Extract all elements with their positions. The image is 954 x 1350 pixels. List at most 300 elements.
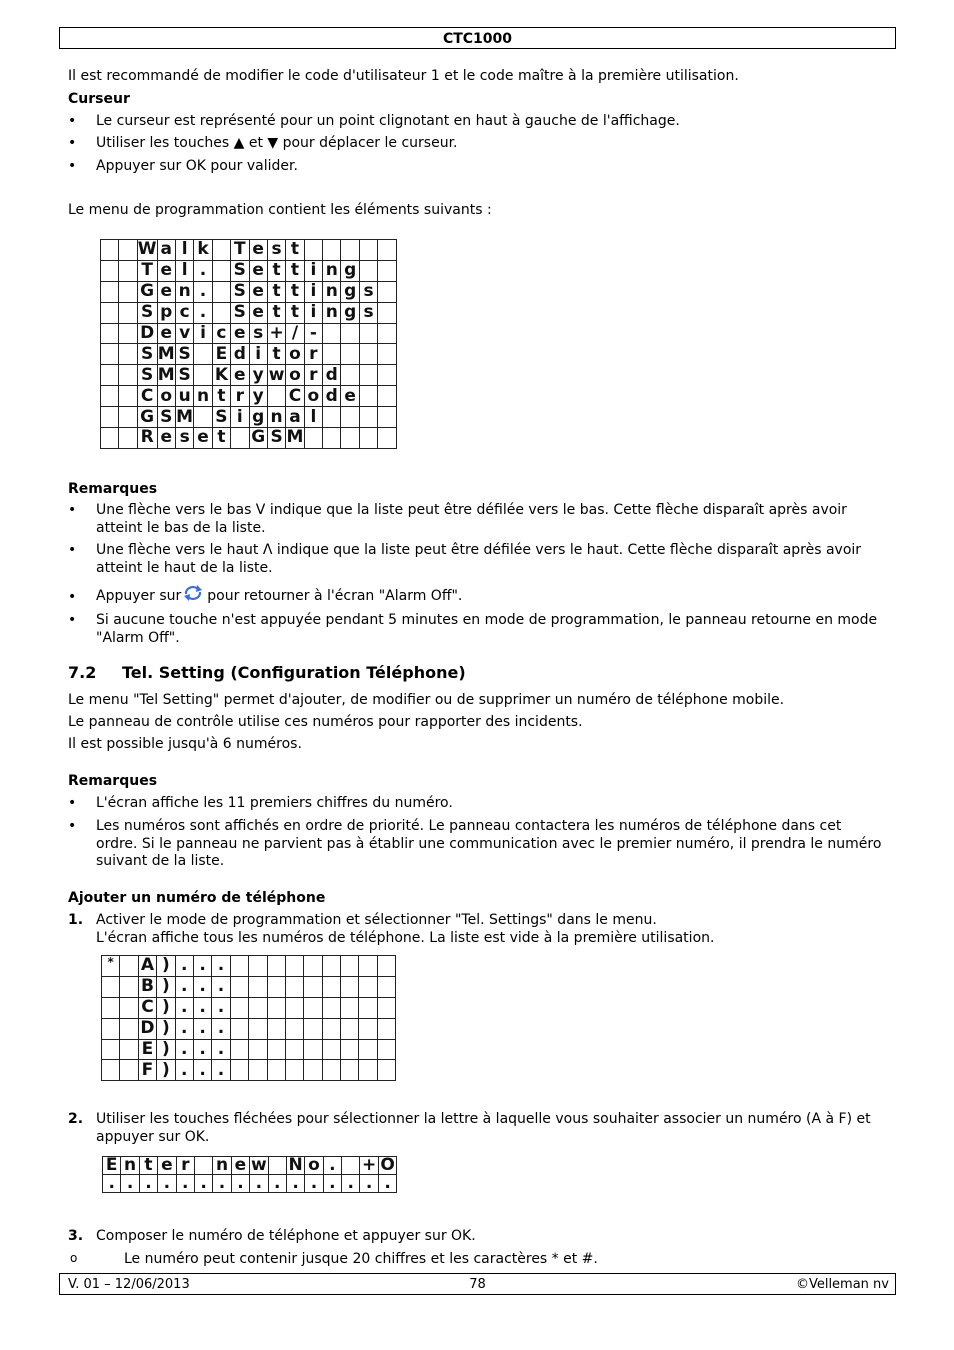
- lcd-cell: l: [304, 407, 322, 428]
- lcd-cell: +: [267, 323, 285, 344]
- lcd-cell: [341, 997, 359, 1018]
- menu-row: [101, 428, 397, 449]
- lcd-cell: [120, 1018, 138, 1039]
- lcd-cell: [267, 956, 285, 977]
- lcd-cell: [101, 407, 119, 428]
- lcd-cell: t: [267, 344, 285, 365]
- step-text: Utiliser les touches fléchées pour sélectionner la lettre à laquelle vous souhaiter associer un numéro (A à F) et appuyer sur OK.: [96, 1111, 871, 1145]
- lcd-cell: [322, 997, 340, 1018]
- lcd-cell: ): [157, 956, 175, 977]
- lcd-cell: t: [212, 386, 230, 407]
- lcd-cell: e: [231, 323, 249, 344]
- lcd-cell: S: [231, 260, 249, 281]
- cursor-item: Le curseur est représenté pour un point clignotant en haut à gauche de l'affichage.: [96, 113, 680, 129]
- lcd-cell: [230, 956, 248, 977]
- lcd-cell: n: [175, 281, 193, 302]
- cursor-item: Appuyer sur OK pour valider.: [96, 158, 298, 174]
- lcd-cell: .: [193, 976, 211, 997]
- lcd-cell: .: [250, 1175, 268, 1193]
- lcd-cell: [101, 240, 119, 261]
- lcd-cell: [102, 976, 120, 997]
- lcd-cell: [359, 428, 377, 449]
- lcd-cell: .: [194, 260, 212, 281]
- menu-row: [101, 323, 397, 344]
- lcd-cell: n: [323, 260, 341, 281]
- lcd-cell: .: [175, 956, 193, 977]
- lcd-cell: [322, 1039, 340, 1060]
- lcd-cell: [304, 240, 322, 261]
- lcd-cell: [212, 240, 230, 261]
- doc-title: CTC1000: [442, 31, 513, 47]
- lcd-cell: S: [157, 407, 175, 428]
- lcd-cell: [378, 386, 396, 407]
- lcd-cell: [359, 1039, 377, 1060]
- lcd-cell: r: [304, 365, 322, 386]
- lcd-cell: [341, 344, 359, 365]
- lcd-cell: [322, 956, 340, 977]
- remark-text: Appuyer sur: [96, 588, 182, 604]
- lcd-cell: .: [323, 1175, 341, 1193]
- lcd-cell: s: [175, 428, 193, 449]
- step-text: [96, 912, 886, 947]
- lcd-cell: G: [249, 428, 267, 449]
- lcd-cell: .: [121, 1175, 139, 1193]
- lcd-cell: C: [137, 386, 157, 407]
- lcd-cell: [101, 281, 119, 302]
- lcd-cell: n: [194, 386, 212, 407]
- lcd-cell: ): [157, 1018, 175, 1039]
- lcd-cell: t: [286, 260, 304, 281]
- lcd-cell: [304, 428, 322, 449]
- bullet: •: [68, 818, 77, 834]
- lcd-cell: [285, 1060, 303, 1081]
- lcd-cell: [119, 386, 137, 407]
- lcd-cell: ): [157, 1060, 175, 1081]
- lcd-cell: E: [138, 1039, 156, 1060]
- lcd-cell: a: [286, 407, 304, 428]
- lcd-cell: .: [360, 1175, 378, 1193]
- lcd-cell: r: [231, 386, 249, 407]
- cursor-item: Utiliser les touches ▲ et ▼ pour déplacer le curseur.: [96, 135, 458, 151]
- lcd-cell: A: [138, 956, 156, 977]
- lcd-cell: g: [341, 260, 359, 281]
- tel-list-row: [102, 1039, 396, 1060]
- lcd-cell: N: [286, 1157, 304, 1175]
- lcd-cell: t: [286, 302, 304, 323]
- lcd-cell: [119, 407, 137, 428]
- enter-number-lcd-grid: [102, 1156, 397, 1193]
- menu-row: [101, 302, 397, 323]
- tel-list-row: [102, 997, 396, 1018]
- lcd-cell: M: [157, 343, 175, 364]
- lcd-cell: [359, 1018, 377, 1039]
- remark-text: pour retourner à l'écran "Alarm Off".: [207, 588, 463, 604]
- lcd-cell: [378, 344, 396, 365]
- bullet: •: [68, 502, 77, 518]
- lcd-cell: .: [268, 1175, 286, 1193]
- page-footer: [59, 1273, 896, 1295]
- lcd-cell: .: [342, 1175, 360, 1193]
- lcd-cell: [119, 365, 137, 386]
- lcd-cell: +: [360, 1157, 378, 1175]
- lcd-cell: [304, 976, 322, 997]
- bullet: •: [68, 795, 77, 811]
- lcd-cell: [359, 365, 377, 386]
- lcd-cell: [285, 1039, 303, 1060]
- lcd-cell: .: [212, 997, 230, 1018]
- remark-item: Une flèche vers le haut Λ indique que la liste peut être défilée vers le haut. Cette flèche disparaît après avoir atteint le haut de la liste.: [96, 542, 862, 576]
- lcd-cell: e: [249, 240, 267, 261]
- lcd-cell: i: [194, 323, 212, 344]
- lcd-cell: e: [194, 428, 212, 449]
- lcd-cell: e: [158, 1157, 176, 1175]
- lcd-cell: [341, 323, 359, 344]
- lcd-cell: .: [194, 302, 212, 323]
- remark-item: L'écran affiche les 11 premiers chiffres du numéro.: [96, 795, 453, 811]
- lcd-cell: [342, 1157, 360, 1175]
- lcd-cell: .: [193, 1060, 211, 1081]
- lcd-cell: [341, 956, 359, 977]
- lcd-cell: [359, 997, 377, 1018]
- lcd-cell: [212, 281, 230, 302]
- step-text: Composer le numéro de téléphone et appuyer sur OK.: [96, 1228, 476, 1244]
- lcd-cell: W: [137, 239, 157, 260]
- lcd-cell: R: [137, 428, 157, 449]
- lcd-cell: .: [175, 976, 193, 997]
- intro-text: Il est recommandé de modifier le code d'utilisateur 1 et le code maître à la première utilisation.: [68, 68, 739, 84]
- lcd-cell: g: [341, 281, 359, 302]
- sub-item: Le numéro peut contenir jusque 20 chiffres et les caractères * et #.: [124, 1251, 598, 1267]
- lcd-cell: [101, 428, 119, 449]
- lcd-cell: F: [138, 1060, 156, 1081]
- remark-item: Les numéros sont affichés en ordre de priorité. Le panneau contactera les numéros de téléphone dans cet ordre. Si le panneau ne parvient pas à établir une communication avec le premier numéro, il prendra le numéro suivant de la liste.: [96, 818, 882, 869]
- remark-item: Une flèche vers le bas V indique que la liste peut être défilée vers le bas. Cette flèche disparaît après avoir atteint le bas de la liste.: [96, 502, 847, 536]
- lcd-cell: [341, 240, 359, 261]
- footer-page-number: 78: [469, 1277, 486, 1292]
- lcd-cell: [359, 956, 377, 977]
- lcd-cell: [304, 1039, 322, 1060]
- lcd-cell: [194, 365, 212, 386]
- lcd-cell: g: [249, 407, 267, 428]
- lcd-cell: y: [249, 386, 267, 407]
- lcd-cell: [230, 1018, 248, 1039]
- lcd-cell: s: [359, 281, 377, 302]
- lcd-cell: [267, 1039, 285, 1060]
- lcd-cell: [377, 1060, 395, 1081]
- lcd-cell: O: [380, 1155, 395, 1175]
- lcd-cell: .: [158, 1175, 176, 1193]
- lcd-cell: [341, 1039, 359, 1060]
- lcd-cell: [267, 1018, 285, 1039]
- lcd-cell: s: [249, 323, 267, 344]
- lcd-cell: -: [304, 323, 322, 344]
- lcd-cell: [285, 997, 303, 1018]
- lcd-cell: s: [267, 240, 285, 261]
- lcd-cell: g: [341, 302, 359, 323]
- lcd-cell: [249, 956, 267, 977]
- lcd-cell: o: [304, 386, 322, 407]
- menu-intro: Le menu de programmation contient les éléments suivants :: [68, 202, 492, 218]
- lcd-cell: [101, 365, 119, 386]
- lcd-cell: [120, 1039, 138, 1060]
- bullet: •: [68, 158, 77, 174]
- lcd-cell: S: [137, 344, 157, 365]
- lcd-cell: .: [305, 1175, 323, 1193]
- lcd-cell: [119, 260, 137, 281]
- lcd-cell: [194, 407, 212, 428]
- remarks-heading: Remarques: [68, 773, 158, 789]
- lcd-cell: [249, 1039, 267, 1060]
- lcd-cell: e: [249, 302, 267, 323]
- lcd-cell: e: [231, 1157, 249, 1175]
- lcd-cell: [101, 344, 119, 365]
- lcd-cell: [212, 302, 230, 323]
- lcd-cell: e: [231, 365, 249, 386]
- lcd-cell: [378, 260, 396, 281]
- lcd-cell: K: [212, 365, 230, 386]
- lcd-cell: e: [157, 281, 175, 302]
- section-paragraph: Le panneau de contrôle utilise ces numéros pour rapporter des incidents.: [68, 714, 583, 730]
- lcd-cell: [120, 976, 138, 997]
- lcd-cell: [341, 365, 359, 386]
- lcd-cell: [102, 1039, 120, 1060]
- lcd-cell: .: [194, 281, 212, 302]
- section-title: Tel. Setting (Configuration Téléphone): [122, 663, 466, 682]
- lcd-cell: [119, 302, 137, 323]
- lcd-cell: D: [138, 1018, 156, 1039]
- sub-bullet: o: [70, 1251, 78, 1265]
- lcd-cell: .: [213, 1175, 231, 1193]
- lcd-cell: [323, 323, 341, 344]
- lcd-cell: [378, 302, 396, 323]
- lcd-cell: [285, 976, 303, 997]
- lcd-cell: [230, 976, 248, 997]
- lcd-cell: [377, 1018, 395, 1039]
- lcd-cell: n: [121, 1157, 139, 1175]
- lcd-cell: .: [139, 1175, 157, 1193]
- lcd-cell: t: [286, 240, 304, 261]
- lcd-cell: /: [286, 323, 304, 344]
- lcd-cell: i: [231, 407, 249, 428]
- lcd-cell: e: [249, 281, 267, 302]
- lcd-cell: M: [176, 406, 194, 427]
- lcd-cell: [359, 976, 377, 997]
- lcd-cell: t: [139, 1157, 157, 1175]
- lcd-cell: .: [193, 1039, 211, 1060]
- lcd-cell: [341, 407, 359, 428]
- lcd-cell: [268, 1157, 286, 1175]
- lcd-cell: [378, 365, 396, 386]
- lcd-cell: [304, 1018, 322, 1039]
- step-line: Activer le mode de programmation et sélectionner "Tel. Settings" dans le menu.: [96, 912, 657, 928]
- lcd-cell: [322, 976, 340, 997]
- footer-copyright: ©Velleman nv: [795, 1277, 889, 1292]
- lcd-cell: .: [212, 956, 230, 977]
- lcd-cell: u: [175, 386, 193, 407]
- section-paragraph: Il est possible jusqu'à 6 numéros.: [68, 736, 302, 752]
- lcd-cell: w: [250, 1155, 267, 1175]
- lcd-cell: c: [175, 302, 193, 323]
- menu-row: [101, 344, 397, 365]
- lcd-cell: .: [175, 1039, 193, 1060]
- lcd-cell: o: [286, 365, 304, 386]
- lcd-cell: .: [193, 997, 211, 1018]
- lcd-cell: s: [359, 302, 377, 323]
- lcd-cell: [359, 344, 377, 365]
- lcd-cell: [120, 956, 138, 977]
- lcd-cell: G: [137, 407, 157, 428]
- lcd-cell: [249, 1060, 267, 1081]
- tel-list-row: [102, 956, 396, 977]
- lcd-cell: [304, 997, 322, 1018]
- lcd-cell: o: [286, 344, 304, 365]
- step-number: 2.: [68, 1111, 84, 1127]
- lcd-cell: .: [193, 1018, 211, 1039]
- lcd-cell: [322, 1018, 340, 1039]
- menu-row: [101, 281, 397, 302]
- lcd-cell: d: [231, 344, 249, 365]
- lcd-cell: [267, 1060, 285, 1081]
- lcd-cell: [341, 1060, 359, 1081]
- lcd-cell: c: [212, 323, 230, 344]
- lcd-cell: [231, 428, 249, 449]
- lcd-cell: v: [175, 323, 193, 344]
- tel-list-row: [102, 976, 396, 997]
- bullet: •: [68, 612, 77, 628]
- lcd-cell: a: [157, 240, 175, 261]
- lcd-cell: S: [175, 344, 193, 365]
- section-heading: [68, 663, 466, 682]
- lcd-cell: [378, 407, 396, 428]
- lcd-cell: C: [138, 997, 156, 1018]
- lcd-cell: .: [212, 1018, 230, 1039]
- lcd-cell: [249, 976, 267, 997]
- lcd-cell: e: [157, 428, 175, 449]
- lcd-cell: .: [212, 1060, 230, 1081]
- bullet: •: [68, 113, 77, 129]
- lcd-cell: i: [304, 260, 322, 281]
- enter-row: [103, 1175, 397, 1193]
- lcd-cell: [323, 344, 341, 365]
- lcd-cell: y: [249, 365, 267, 386]
- lcd-cell: w: [268, 364, 285, 385]
- lcd-cell: n: [267, 407, 285, 428]
- menu-row: [101, 407, 397, 428]
- lcd-cell: [230, 997, 248, 1018]
- lcd-cell: B: [138, 976, 156, 997]
- lcd-cell: r: [176, 1157, 194, 1175]
- lcd-cell: [378, 323, 396, 344]
- lcd-cell: [119, 281, 137, 302]
- lcd-cell: t: [286, 281, 304, 302]
- lcd-cell: C: [286, 386, 304, 407]
- lcd-cell: .: [212, 976, 230, 997]
- section-number: 7.2: [68, 663, 97, 682]
- lcd-cell: [267, 976, 285, 997]
- bullet: •: [68, 135, 77, 151]
- lcd-cell: e: [157, 323, 175, 344]
- lcd-cell: [341, 1018, 359, 1039]
- lcd-cell: [341, 428, 359, 449]
- lcd-cell: .: [175, 997, 193, 1018]
- add-heading: Ajouter un numéro de téléphone: [68, 890, 326, 906]
- section-paragraph: Le menu "Tel Setting" permet d'ajouter, de modifier ou de supprimer un numéro de téléphone mobile.: [68, 692, 785, 708]
- bullet: •: [68, 542, 77, 558]
- lcd-cell: .: [194, 1175, 212, 1193]
- lcd-cell: .: [212, 1039, 230, 1060]
- lcd-cell: [304, 956, 322, 977]
- lcd-cell: [101, 302, 119, 323]
- lcd-cell: [323, 428, 341, 449]
- lcd-cell: S: [212, 407, 230, 428]
- lcd-cell: T: [137, 260, 157, 281]
- lcd-cell: [285, 956, 303, 977]
- lcd-cell: [267, 386, 285, 407]
- lcd-cell: [230, 1039, 248, 1060]
- lcd-cell: S: [231, 302, 249, 323]
- lcd-cell: [304, 1060, 322, 1081]
- lcd-cell: n: [323, 281, 341, 302]
- cursor-heading: Curseur: [68, 91, 130, 107]
- lcd-cell: i: [304, 281, 322, 302]
- lcd-cell: [102, 1060, 120, 1081]
- menu-row: [101, 240, 397, 261]
- lcd-cell: [119, 344, 137, 365]
- lcd-cell: [102, 997, 120, 1018]
- lcd-cell: T: [231, 240, 249, 261]
- lcd-cell: [359, 386, 377, 407]
- lcd-cell: S: [137, 365, 157, 386]
- bullet: •: [68, 589, 77, 605]
- lcd-cell: n: [323, 302, 341, 323]
- menu-lcd-grid: [100, 239, 397, 449]
- tel-list-lcd-grid: [101, 955, 396, 1081]
- lcd-cell: [120, 1060, 138, 1081]
- footer-version: V. 01 – 12/06/2013: [68, 1277, 190, 1292]
- lcd-cell: .: [231, 1175, 249, 1193]
- lcd-cell: [119, 428, 137, 449]
- lcd-cell: d: [323, 386, 341, 407]
- lcd-cell: t: [267, 281, 285, 302]
- lcd-cell: t: [212, 428, 230, 449]
- lcd-cell: E: [212, 344, 230, 365]
- lcd-cell: ): [157, 1039, 175, 1060]
- lcd-cell: S: [137, 302, 157, 323]
- lcd-cell: [359, 323, 377, 344]
- lcd-cell: [359, 240, 377, 261]
- lcd-cell: [378, 281, 396, 302]
- refresh-icon: [183, 585, 203, 601]
- lcd-cell: S: [175, 365, 193, 386]
- page-header: [59, 27, 896, 49]
- lcd-cell: [101, 260, 119, 281]
- lcd-cell: [267, 997, 285, 1018]
- lcd-cell: .: [175, 1060, 193, 1081]
- menu-row: [101, 386, 397, 407]
- lcd-cell: [101, 386, 119, 407]
- lcd-cell: [378, 240, 396, 261]
- enter-row: [103, 1157, 397, 1175]
- lcd-cell: o: [305, 1157, 323, 1175]
- menu-row: [101, 365, 397, 386]
- lcd-cell: [377, 997, 395, 1018]
- lcd-cell: [249, 997, 267, 1018]
- lcd-cell: [377, 956, 395, 977]
- lcd-cell: [323, 240, 341, 261]
- lcd-cell: [323, 407, 341, 428]
- lcd-cell: .: [175, 1018, 193, 1039]
- tel-list-row: [102, 1060, 396, 1081]
